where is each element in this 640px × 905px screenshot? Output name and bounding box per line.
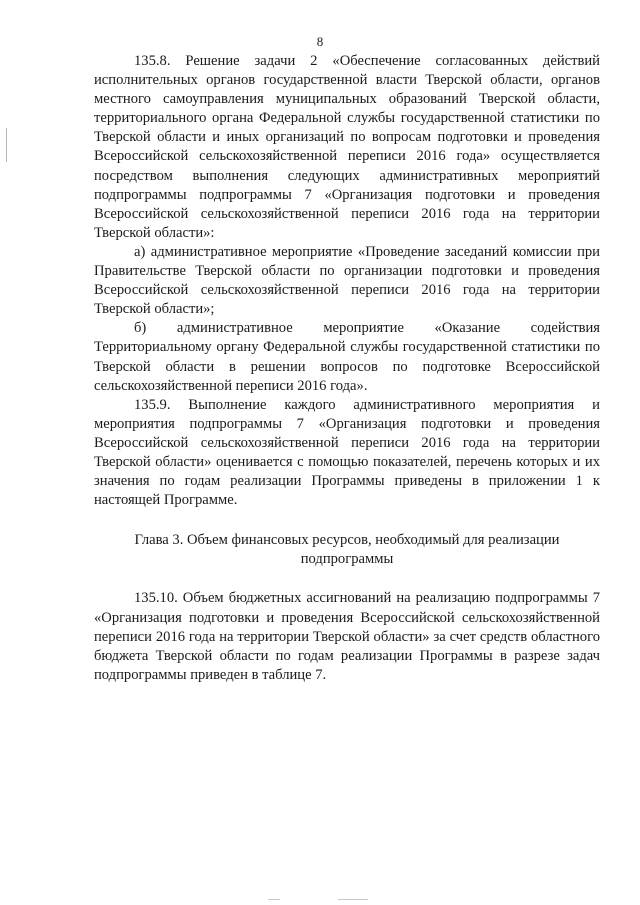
scan-noise-line bbox=[338, 899, 368, 900]
paragraph-item-a: а) административное мероприятие «Проведение заседаний комиссии при Правительстве Тверской области по организации подготовки и проведения Всероссийской сельскохозяйственной переписи 2016 года на территории Тверской области»; bbox=[94, 243, 600, 318]
paragraph-135-9: 135.9. Выполнение каждого административного мероприятия и мероприятия подпрограммы 7 «Организация подготовки и проведения Всероссийской сельскохозяйственной переписи 2016 года на территории Тверской области» оценивается с помощью показателей, перечень которых и их значения по годам реализации Программы приведены в приложении 1 к настоящей Программе. bbox=[94, 396, 600, 509]
chapter-heading: Глава 3. Объем финансовых ресурсов, необходимый для реализации подпрограммы bbox=[134, 532, 560, 568]
page-number: 8 bbox=[316, 34, 324, 49]
paragraph-135-10: 135.10. Объем бюджетных ассигнований на реализацию подпрограммы 7 «Организация подготовки и проведения Всероссийской сельскохозяйственной переписи 2016 года на территории Тверской области» за счет средств областного бюджета Тверской области по годам реализации Программы в разрезе задач подпрограммы приведен в таблице 7. bbox=[94, 590, 600, 683]
paragraph-item-b: б) административное мероприятие «Оказание содействия Территориальному органу Федеральной службы государственной статистики по Тверской области в решении вопросов по подготовке Всероссийской сельскохозяйственной переписи 2016 года». bbox=[94, 320, 600, 394]
document-body bbox=[94, 52, 600, 685]
paragraph-135-8: 135.8. Решение задачи 2 «Обеспечение согласованных действий исполнительных органов государственной власти Тверской области, органов местного самоуправления муниципальных образований Тверской области, территориального органа Федеральной службы государственной статистики по Тверской области и иных организаций по вопросам подготовки и проведения Всероссийской сельскохозяйственной переписи 2016 года» осуществляется посредством выполнения следующих административных мероприятий подпрограммы подпрограммы 7 «Организация подготовки и проведения Всероссийской сельскохозяйственной переписи 2016 года на территории Тверской области»: bbox=[94, 53, 600, 241]
scan-edge-mark bbox=[6, 128, 7, 162]
scan-noise-line bbox=[268, 899, 280, 900]
